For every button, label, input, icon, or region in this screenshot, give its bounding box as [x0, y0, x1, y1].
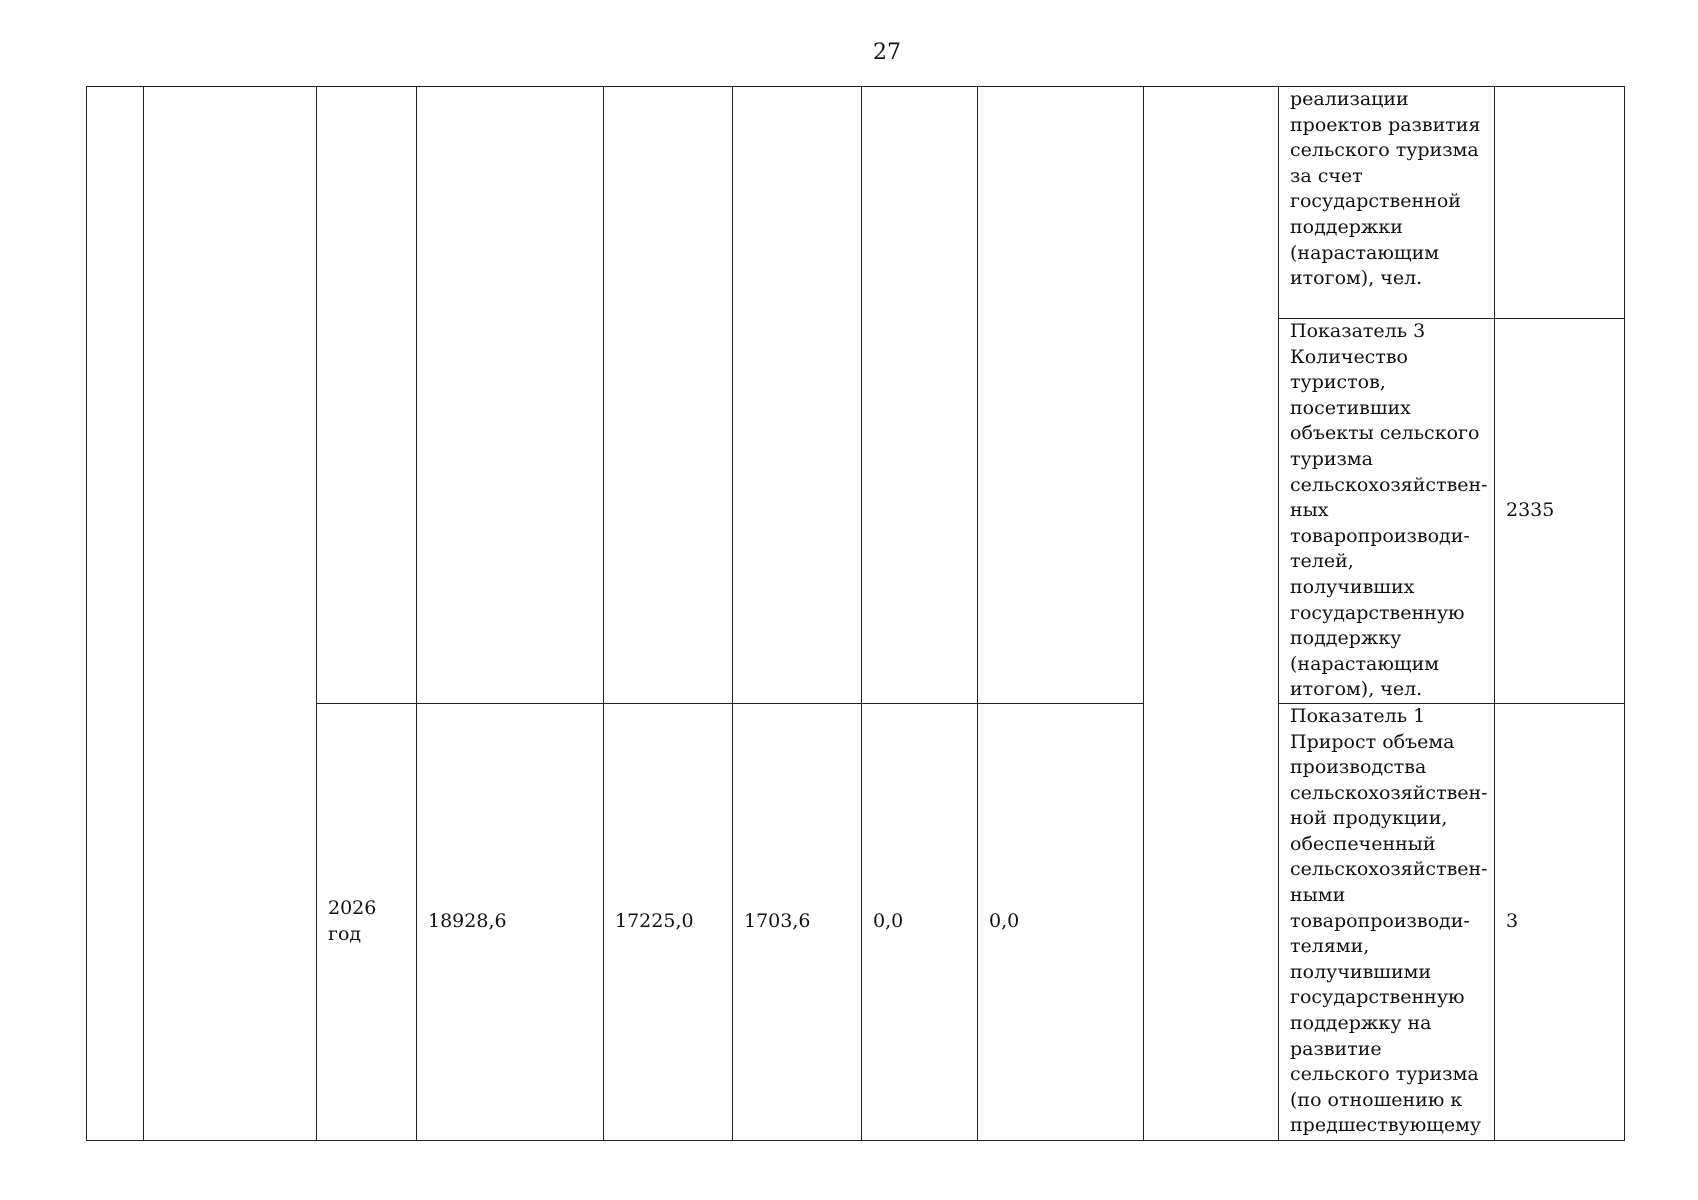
- table-cell-local: [862, 87, 978, 704]
- regional-value: 1703,6: [744, 910, 811, 933]
- page-number: 27: [873, 40, 901, 65]
- table-row: [87, 87, 1625, 319]
- indicator-cell: [1279, 703, 1495, 1140]
- indicator-cell: [1279, 87, 1495, 319]
- table-cell-year: [317, 87, 417, 704]
- table-cell-regional: [733, 703, 862, 1140]
- indicator-value: 3: [1506, 910, 1519, 933]
- year-label: 2026 год: [328, 897, 377, 945]
- table-cell-federal: [604, 703, 733, 1140]
- federal-value: 17225,0: [615, 910, 694, 933]
- indicator-text: Показатель 3 Количество туристов, посетивших объекты сельского туризма сельскохозяйствен-ных товаропроизводи-телей, получивших государственную поддержку (нарастающим итогом), чел.: [1290, 320, 1488, 701]
- table-cell-federal: [604, 87, 733, 704]
- indicator-value-cell: [1495, 87, 1625, 319]
- indicator-cell: [1279, 319, 1495, 704]
- table-cell-total: [417, 703, 604, 1140]
- total-value: 18928,6: [428, 910, 507, 933]
- indicator-value-cell: [1495, 703, 1625, 1140]
- other-value: 0,0: [989, 910, 1020, 933]
- table-cell-year: [317, 703, 417, 1140]
- indicator-text: реализации проектов развития сельского туризма за счет государственной поддержки (нарастающим итогом), чел.: [1290, 88, 1481, 290]
- local-value: 0,0: [873, 910, 904, 933]
- table-cell-executor: [1144, 87, 1279, 1141]
- indicator-value: 2335: [1506, 499, 1555, 522]
- table-cell-name: [144, 87, 317, 1141]
- table-cell-regional: [733, 87, 862, 704]
- indicator-text: Показатель 1 Прирост объема производства сельскохозяйствен-ной продукции, обеспеченный сельскохозяйствен-ными товаропроизводи-телями, получившими государственную поддержку на развитие сельского туризма (по отношению к предшествующему: [1290, 704, 1488, 1137]
- table-row: [87, 703, 1625, 1140]
- table-cell-total: [417, 87, 604, 704]
- table-cell-other: [978, 87, 1144, 704]
- indicator-value-cell: [1495, 319, 1625, 704]
- table-cell-other: [978, 703, 1144, 1140]
- table-cell-local: [862, 703, 978, 1140]
- table-cell-number: [87, 87, 144, 1141]
- program-table: [86, 86, 1625, 1141]
